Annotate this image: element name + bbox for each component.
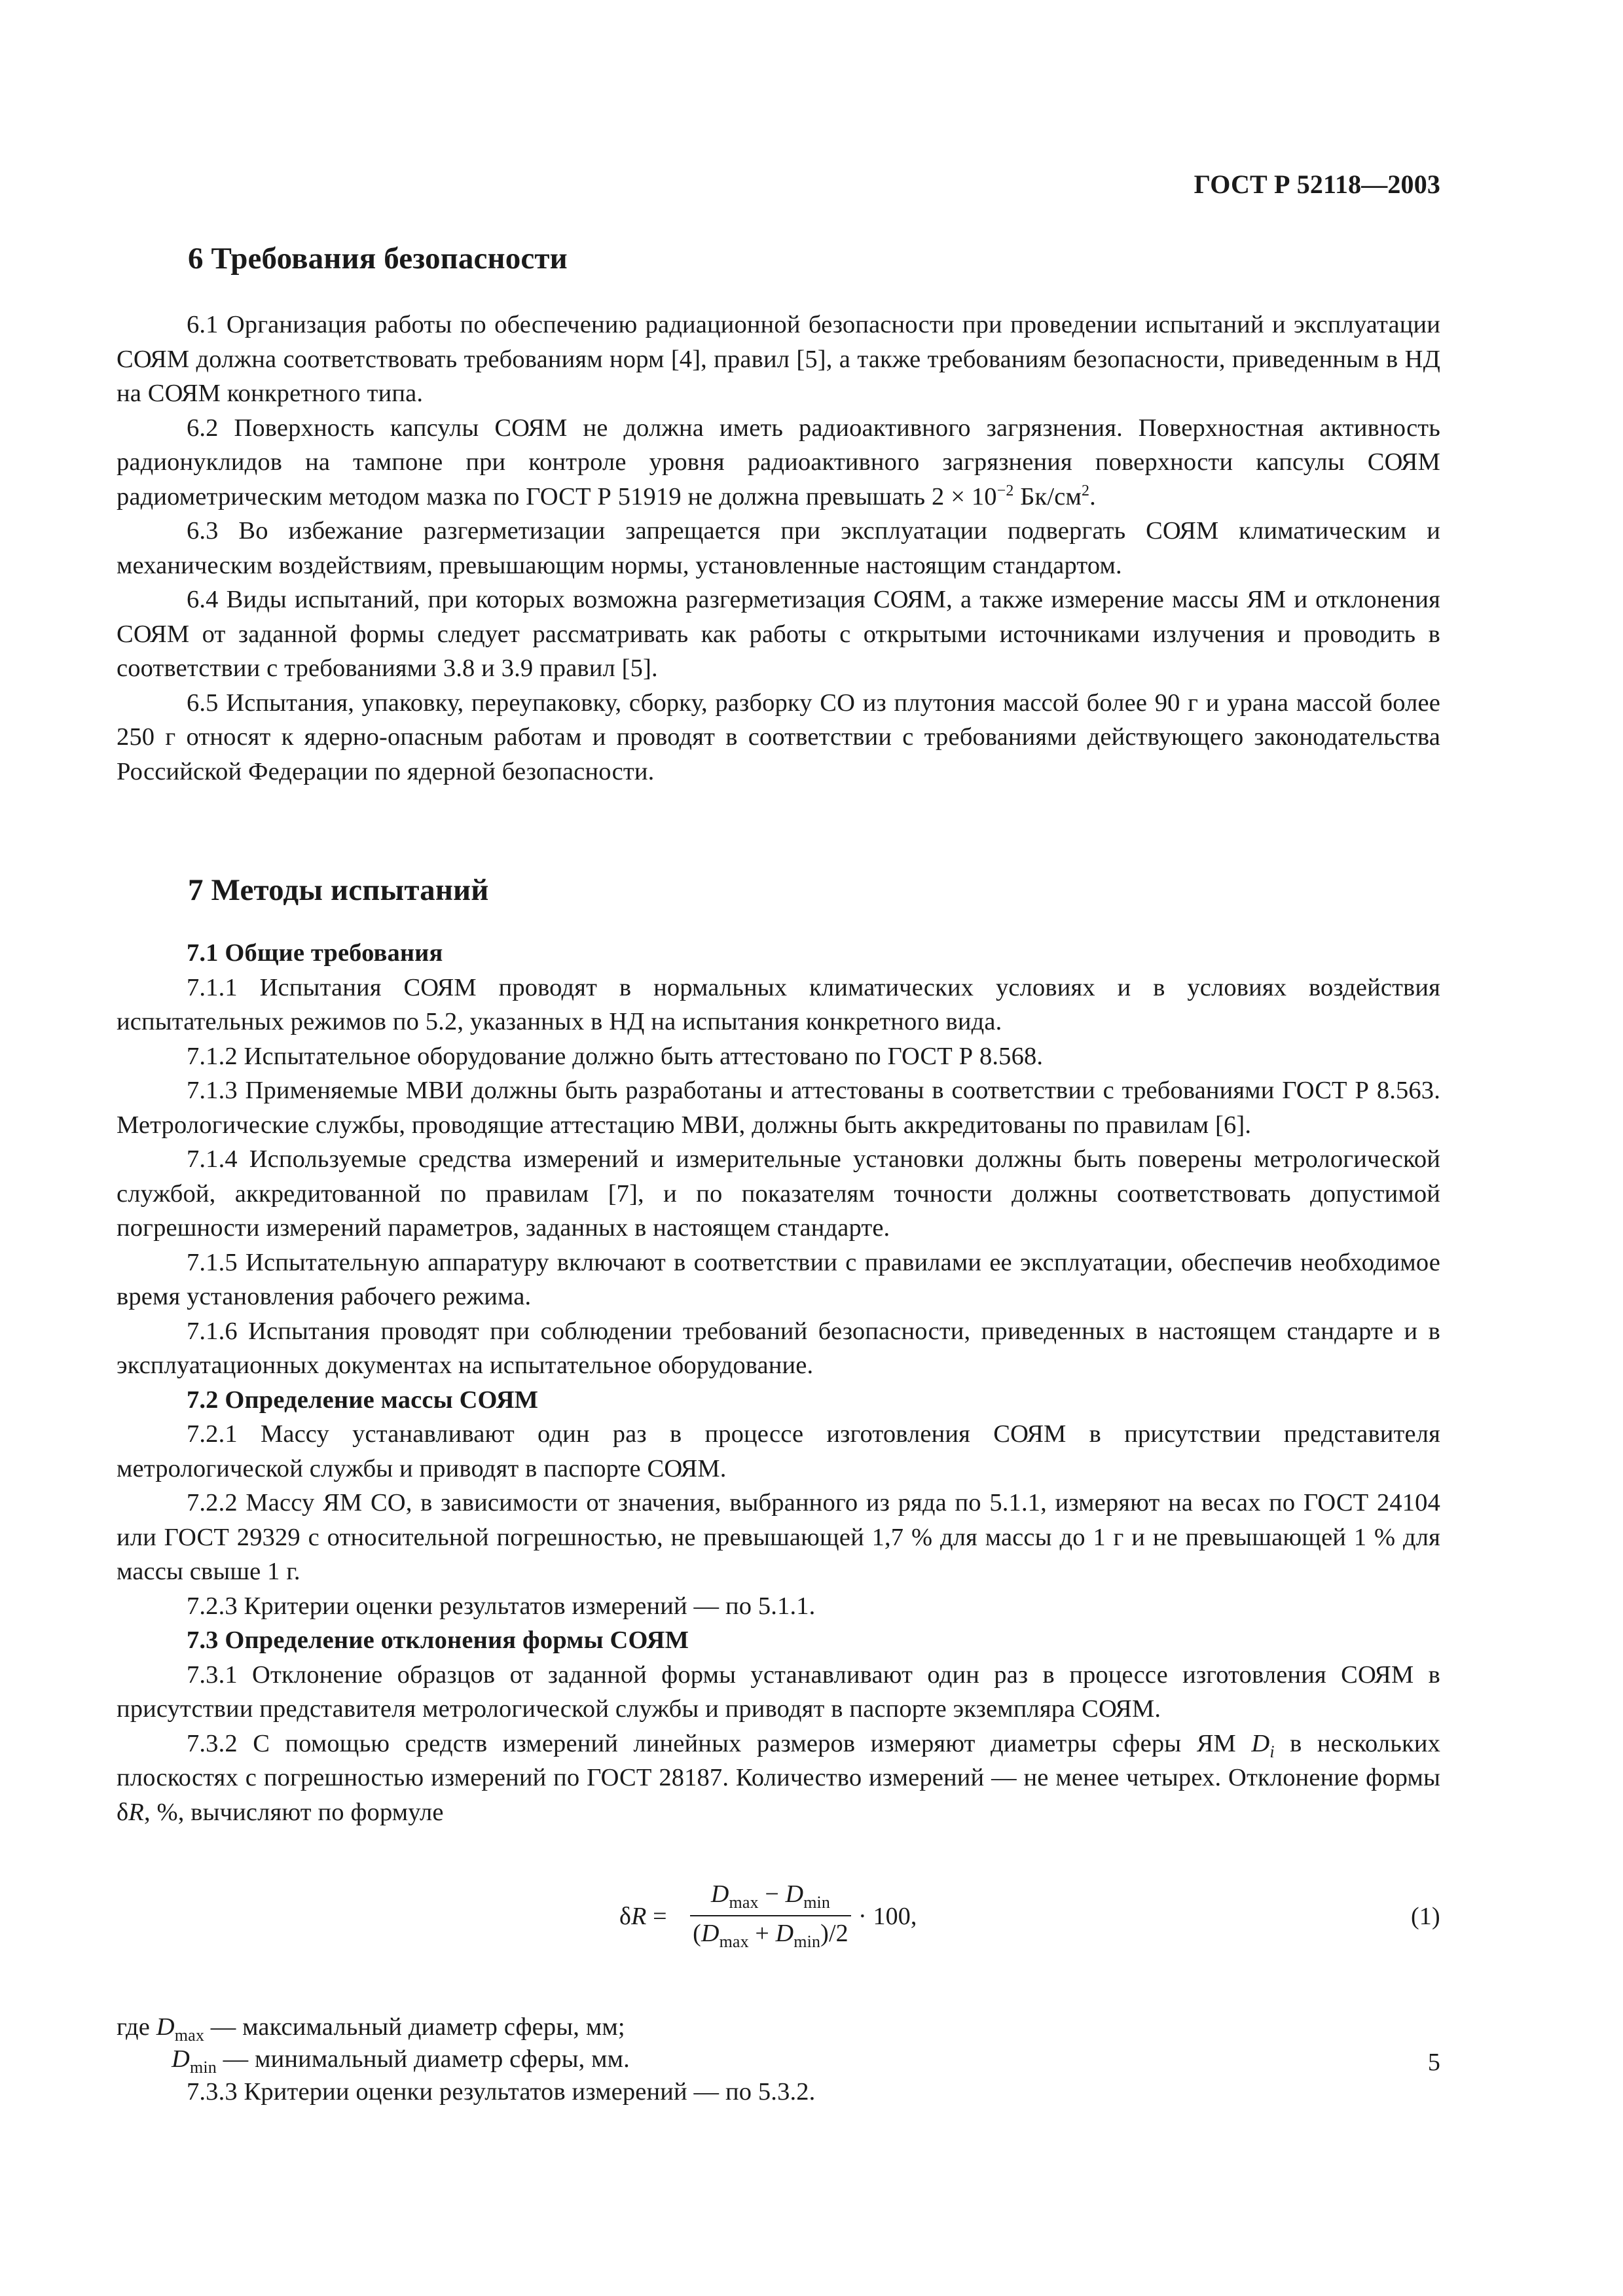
formula-1: [619, 1877, 986, 1969]
paragraph-6-2-text: 6.2 Поверхность капсулы СОЯМ не должна иметь радиоактивного загрязнения. Поверхностная активность радионуклидов на тампоне при контроле уровня радиоактивного загрязнения поверхности капсулы СОЯМ радиометрическим методом мазка по ГОСТ Р 51919 не должна превышать: [117, 414, 1440, 511]
formula-denominator: $(D_{max} + D_{min})/2$: [693, 1920, 848, 1951]
section-6-heading: 6 Требования безопасности: [188, 242, 568, 276]
paragraph-7-1-2: 7.1.2 Испытательное оборудование должно быть аттестовано по ГОСТ Р 8.568.: [187, 1042, 1044, 1070]
paragraph-7-3-2: 7.3.2 С помощью средств измерений линейных размеров измеряют диаметры сферы ЯМ $D_i$ в нескольких плоскостях с погрешностью измерений по ГОСТ 28187. Количество измерений — не менее четырех. Отклонение формы δR, %, вычисляют по формуле: [117, 1729, 1440, 1826]
paragraph-7-2-2: 7.2.2 Массу ЯМ СО, в зависимости от значения, выбранного из ряда по 5.1.1, измеряют на весах по ГОСТ 24104 или ГОСТ 29329 с относительной погрешностью, не превышающей 1,7 % для массы до 1 г и не превышающей 1 % для массы свыше 1 г.: [117, 1489, 1440, 1585]
equation-number: (1): [1411, 1903, 1440, 1930]
section-6-body: [117, 308, 1440, 789]
subsection-7-2-heading: 7.2 Определение массы СОЯМ: [187, 1386, 539, 1414]
paragraph-7-2-1: 7.2.1 Массу устанавливают один раз в процессе изготовления СОЯМ в присутствии представителя метрологической службы и приводят в паспорте СОЯМ.: [117, 1420, 1440, 1482]
paragraph-7-3-1: 7.3.1 Отклонение образцов от заданной формы устанавливают один раз в процессе изготовления СОЯМ в присутствии представителя метрологической службы и приводят в паспорте экземпляра СОЯМ.: [117, 1660, 1440, 1723]
formula-numerator: $D_{max} - D_{min}$: [710, 1880, 831, 1912]
paragraph-6-5: 6.5 Испытания, упаковку, переупаковку, сборку, разборку СО из плутония массой более 90 г и урана массой более 250 г относят к ядерно-опасным работам и проводят в соответствии с требованиями действующего законодательства Российской Федерации по ядерной безопасности.: [117, 689, 1440, 785]
paragraph-6-3: 6.3 Во избежание разгерметизации запрещается при эксплуатации подвергать СОЯМ климатическим и механическим воздействиям, превышающим нормы, установленные настоящим стандартом.: [117, 517, 1440, 579]
paragraph-7-2-3: 7.2.3 Критерии оценки результатов измерений — по 5.1.1.: [187, 1592, 816, 1620]
paragraph-6-1: 6.1 Организация работы по обеспечению радиационной безопасности при проведении испытаний и эксплуатации СОЯМ должна соответствовать требованиям норм [4], правил [5], а также требованиям безопасности, приведенным в НД на СОЯМ конкретного типа.: [117, 311, 1440, 407]
where-dmin: $D_{min}$ — минимальный диаметр сферы, мм.: [172, 2045, 630, 2077]
paragraph-6-2: [117, 411, 1440, 514]
section-7-heading: 7 Методы испытаний: [188, 873, 489, 907]
formula-rhs: · 100,: [858, 1903, 917, 1930]
subsection-7-3-heading: 7.3 Определение отклонения формы СОЯМ: [187, 1626, 689, 1654]
paragraph-7-1-1: 7.1.1 Испытания СОЯМ проводят в нормальных климатических условиях и в условиях воздействия испытательных режимов по 5.2, указанных в НД на испытания конкретного вида.: [117, 973, 1440, 1035]
page-number: 5: [1427, 2049, 1440, 2076]
paragraph-7-1-6: 7.1.6 Испытания проводят при соблюдении требований безопасности, приведенных в настоящем стандарте и в эксплуатационных документах на испытательное оборудование.: [117, 1317, 1440, 1379]
paragraph-7-1-4: 7.1.4 Используемые средства измерений и измерительные установки должны быть поверены метрологической службой, аккредитованной по правилам [7], и по показателям точности должны соответствовать допустимой погрешности измерений параметров, заданных в настоящем стандарте.: [117, 1145, 1440, 1242]
section-7-body: [117, 936, 1440, 1829]
subsection-7-1-heading: 7.1 Общие требования: [187, 939, 443, 967]
where-dmax: где $D_{max}$ — максимальный диаметр сферы, мм;: [117, 2013, 625, 2045]
formula-lhs: δR =: [619, 1903, 667, 1930]
contamination-limit: $2 \times 10^{-2}$ $Бк/см^2$.: [932, 482, 1096, 511]
paragraph-6-4: 6.4 Виды испытаний, при которых возможна разгерметизация СОЯМ, а также измерение массы ЯМ и отклонения СОЯМ от заданной формы следует рассматривать как работы с открытыми источниками излучения и проводить в соответствии с требованиями 3.8 и 3.9 правил [5].: [117, 586, 1440, 682]
paragraph-7-1-5: 7.1.5 Испытательную аппаратуру включают в соответствии с правилами ее эксплуатации, обеспечив необходимое время установления рабочего режима.: [117, 1248, 1440, 1310]
paragraph-7-1-3: 7.1.3 Применяемые МВИ должны быть разработаны и аттестованы в соответствии с требованиями ГОСТ Р 8.563. Метрологические службы, проводящие аттестацию МВИ, должны быть аккредитованы по правилам [6].: [117, 1077, 1440, 1139]
document-code: ГОСТ Р 52118—2003: [1194, 170, 1440, 199]
paragraph-7-3-3: 7.3.3 Критерии оценки результатов измерений — по 5.3.2.: [187, 2078, 816, 2106]
